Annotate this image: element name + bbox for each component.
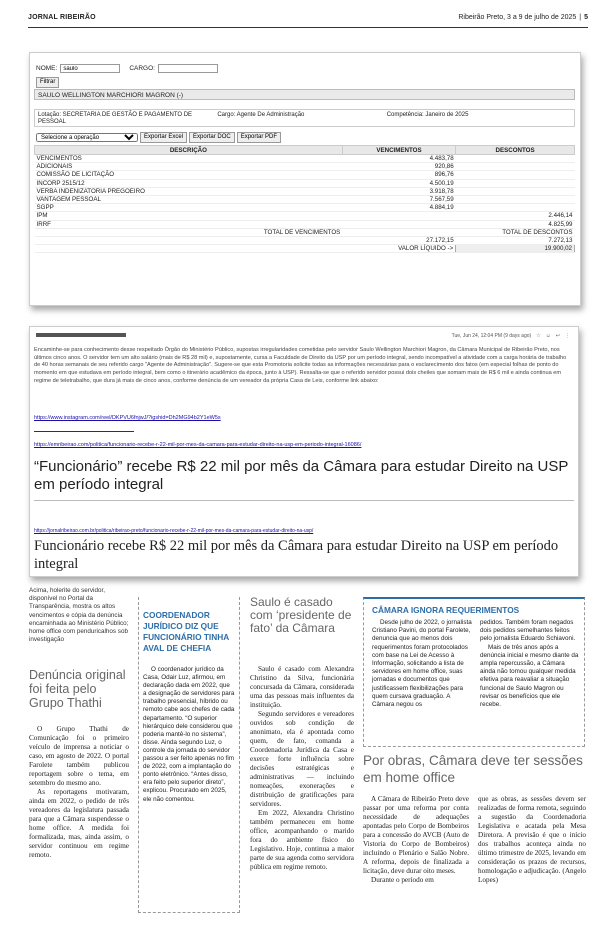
row-description: COMISSÃO DE LICITAÇÃO <box>35 171 343 179</box>
redacted-sender <box>36 333 126 337</box>
col-descricao: DESCRIÇÃO <box>35 146 343 155</box>
email-timestamp: Tue, Jun 24, 12:04 PM (9 days ago) <box>451 333 532 339</box>
camara-col2: pedidos. Também foram negados dois pedidos semelhantes feitos pelo jornalista Eduardo Schiavoni. Mais de três anos após a denúncia inicial e mesmo diante da ampla repercussão, a Câmara ainda não tomou qualquer medida efetiva para reavaliar a situação funcional de Saulo Magron ou revisar os benefícios que ele recebe. <box>480 619 579 709</box>
row-description: IRRF <box>35 220 343 228</box>
row-desconto <box>456 204 575 212</box>
denuncia-text: O Grupo Thathi de Comunicação foi o primeiro veículo de imprensa a noticiar o caso, em agosto de 2022. O portal Farolete também publicou reportagem sobre o tema, em setembro do mesmo ano. As reportagens motivaram, ainda em 2022, o pedido de três vereadores da legislatura passada para que a Câmara suspendesse o home office. A medida foi formalizada, mas, ainda assim, o servidor continuou em regime remoto. <box>29 725 129 859</box>
valor-liquido-value: 19.900,02 <box>456 245 575 253</box>
search-form <box>36 64 218 73</box>
table-row <box>35 195 575 203</box>
total-vencimentos-label: TOTAL DE VENCIMENTOS <box>35 228 343 236</box>
row-desconto <box>456 179 575 187</box>
row-vencimento: 7.567,59 <box>342 195 455 203</box>
saulo-text: Saulo é casado com Alexandra Christino da Silva, funcionária concursada da Câmara, considerada uma das pessoas mais influentes da instituição. Segundo servidores e vereadores ouvidos sob condição de anonimato, ela é apontada como quem, de fato, comanda a Coordenadoria Jurídica da Casa e exerce forte influência sobre decisões estratégicas e administrativas — incluindo nomeações, exonerações e distribuição de gratificações para servidores. Em 2022, Alexandra Christino também permaneceu em home office, acompanhando o marido fora do ambiente físico do Legislativo. Hoje, continua a maior parte de sua agenda como servidora pública em regime remoto. <box>250 665 354 871</box>
employee-name-bar[interactable]: SAULO WELLINGTON MARCHIORI MAGRON (-) <box>34 89 575 100</box>
row-vencimento: 4.483,78 <box>342 155 455 163</box>
divider <box>34 500 574 501</box>
obras-headline: Por obras, Câmara deve ter sessões em home office <box>363 753 583 785</box>
saulo-headline: Saulo é casado com ‘presidente de fato’ da Câmara <box>250 595 352 635</box>
table-row <box>35 179 575 187</box>
divider <box>34 431 134 432</box>
table-row <box>35 236 575 244</box>
more-icon[interactable]: ⋮ <box>565 333 570 339</box>
cargo: Cargo: Agente De Administração <box>217 112 305 118</box>
col-descontos: DESCONTOS <box>456 146 575 155</box>
table-row <box>35 171 575 179</box>
row-vencimento: 4.500,19 <box>342 179 455 187</box>
star-icon[interactable]: ☆ <box>536 333 541 339</box>
cargo-label: CARGO: <box>129 65 155 72</box>
coordenador-headline: COORDENADOR JURÍDICO DIZ QUE FUNCIONÁRIO TINHA AVAL DE CHEFIA <box>143 610 229 653</box>
table-row <box>35 245 575 253</box>
table-row <box>35 155 575 163</box>
cargo-input[interactable] <box>158 64 218 73</box>
newspaper-brand: JORNAL RIBEIRÃO <box>28 14 96 21</box>
row-vencimento <box>342 212 455 220</box>
coordenador-text: O coordenador jurídico da Casa, Odair Luz, afirmou, em declaração dada em 2022, que a designação de servidores para trabalho presencial, híbrido ou remoto cabe aos chefes de cada departamento. “O superior hierárquico dele considerou que poderia mantê-lo no sistema”, disse. Ainda segundo Luz, o controle da jornada do servidor passou a ser feito apenas no fim de 2022, com a implantação do ponto eletrônico. “Antes disso, era feito pelo superior direto”, explicou. Procurado em 2025, ele não comentou. <box>143 666 235 803</box>
blank <box>35 236 343 244</box>
camara-box <box>363 597 585 747</box>
filtrar-button[interactable]: Filtrar <box>36 77 59 88</box>
row-description: SGPP <box>35 204 343 212</box>
row-desconto: 4.825,99 <box>456 220 575 228</box>
row-vencimento <box>342 220 455 228</box>
email-screenshot <box>29 326 579 577</box>
camara-col1: Desde julho de 2022, o jornalista Cristiano Pavini, do portal Farolete, denuncia que ao menos dois requerimentos foram protocolados com base na Lei de Acesso à Informação, solicitando a lista de servidores em home office, suas jornadas e documentos que justificassem flexibilizações para quem cursava graduação. A Câmara negou os <box>372 619 472 709</box>
row-desconto <box>456 195 575 203</box>
row-desconto <box>456 187 575 195</box>
camara-headline: CÂMARA IGNORA REQUERIMENTOS <box>372 605 520 615</box>
coordenador-box <box>138 597 240 913</box>
total-descontos-value: 7.272,13 <box>456 236 575 244</box>
instagram-link[interactable]: https://www.instagram.com/reel/DKPVU6fnjwJ/?igshid=Dh2MG94b2Y1eW5s <box>34 415 221 421</box>
denuncia-headline: Denúncia original foi feita pelo Grupo Thathi <box>29 668 126 710</box>
row-desconto <box>456 163 575 171</box>
export-pdf-button[interactable]: Exportar PDF <box>237 132 281 143</box>
photo-caption: Acima, holerite do servidor, disponível no Portal da Transparência, mostra os altos vencimentos e cópia da denúncia encaminhada ao Ministério Público; home office com penduricalhos sob investigação <box>29 587 129 644</box>
issue-date: Ribeirão Preto, 3 a 9 de julho de 2025 <box>458 14 577 21</box>
row-vencimento: 896,76 <box>342 171 455 179</box>
lotacao: Lotação: SECRETARIA DE GESTÃO E PAGAMENTO DE PESSOAL <box>38 112 193 125</box>
headline-preview-2[interactable]: Funcionário recebe R$ 22 mil por mês da Câmara para estudar Direito na USP em período integral <box>34 538 559 572</box>
headline-preview-1[interactable]: “Funcionário” recebe R$ 22 mil por mês da Câmara para estudar Direito na USP em período integral <box>34 458 569 493</box>
employee-info <box>34 109 575 127</box>
export-excel-button[interactable]: Exportar Excel <box>140 132 187 143</box>
payslip-table <box>34 145 575 253</box>
emribeirao-link[interactable]: https://emribeirao.com/politica/funcionario-recebe-r-22-mil-por-mes-da-camara-para-estudar-direito-na-usp-em-periodo-integral-16086/ <box>34 442 362 448</box>
blank <box>35 245 343 253</box>
competencia: Competência: Janeiro de 2025 <box>386 112 469 118</box>
row-desconto <box>456 171 575 179</box>
row-vencimento: 920,86 <box>342 163 455 171</box>
nome-label: NOME: <box>36 65 58 72</box>
row-desconto: 2.446,14 <box>456 212 575 220</box>
blank <box>342 228 455 236</box>
obras-text-1: A Câmara de Ribeirão Preto deve passar por uma reforma por conta necessidade de adequações apontadas pelo Corpo de Bombeiros para a concessão do AVCB (Auto de Vistoria do Corpo de Bombeiros) incluindo o Plenário e Salão Nobre. A reforma, depois de finalizada a licitação, deve durar oito meses. Durante o período em <box>363 795 469 884</box>
email-body: Encaminhe-se para conhecimento desse respeitado Órgão do Ministério Público, supostas irregularidades cometidas pelo servidor Saulo Wellington Marchiori Magron, da Câmara Municipal de Ribeirão Preto, nos últimos cinco anos. O servidor tem um alto salário (mais de R$ 28 mil) e, supostamente, cursa a Faculdade de Direito da USP por um período integral, sendo incompatível a atividade com a carga horária de trabalho de 40 horas semanais de seu referido cargo "Agente de Administração". Sugere-se que esta Promotoria solicite todas as informações necessárias para o esclarecimento dos fatos (em especial folhas de ponto do momento em que estudava em período integral, bem como o itinerário acadêmico da época, junto à USP). Ressalta-se que o referido servidor possui dois cheiles que somam mais de R$ 6 mil e ainda continua em regime de teletrabalho, que dura já mais de cinco anos, conforme denúncia de um vereador da própria Casa de Leis, conforme link abaixo: <box>34 347 567 384</box>
page-number: 5 <box>584 14 588 21</box>
obras-text-2: que as obras, as sessões devem ser realizadas de forma remota, seguindo a sugestão da Coordenadoria Legislativa e acatada pela Mesa Diretora. A previsão é que o início dos trabalhos aconteça ainda no último trimestre de 2025, levando em consideração os prazos de recursos, homologação e adjudicação. (Angelo Lopes) <box>478 795 586 884</box>
valor-liquido-label: VALOR LÍQUIDO -> <box>342 245 455 253</box>
row-description: ADICIONAIS <box>35 163 343 171</box>
page-header: JORNAL RIBEIRÃO Ribeirão Preto, 3 a 9 de julho de 2025 | 5 <box>28 14 588 28</box>
row-description: VERBA INDENIZATORIA PREGOEIRO <box>35 187 343 195</box>
total-vencimentos-value: 27.172,15 <box>342 236 455 244</box>
export-doc-button[interactable]: Exportar DOC <box>189 132 235 143</box>
total-descontos-label: TOTAL DE DESCONTOS <box>456 228 575 236</box>
table-row <box>35 220 575 228</box>
jornal-link[interactable]: https://jornalribeirao.com.br/politica/ribeirao-preto/funcionario-recebe-r-22-mil-por-mes-da-camara-para-estudar-direito-na-usp/ <box>34 528 314 534</box>
row-vencimento: 3.918,78 <box>342 187 455 195</box>
row-description: IPM <box>35 212 343 220</box>
table-row <box>35 212 575 220</box>
reply-icon[interactable]: ↩ <box>555 333 560 339</box>
payslip-screenshot <box>29 52 581 306</box>
row-vencimento: 4.884,19 <box>342 204 455 212</box>
table-row <box>35 228 575 236</box>
table-row <box>35 204 575 212</box>
col-vencimentos: VENCIMENTOS <box>342 146 455 155</box>
row-description: VENCIMENTOS <box>35 155 343 163</box>
emoji-icon[interactable]: ☺ <box>545 333 551 339</box>
row-description: INCORP 2515/12 <box>35 179 343 187</box>
table-row <box>35 187 575 195</box>
export-toolbar <box>36 132 281 143</box>
email-header <box>36 331 570 341</box>
row-desconto <box>456 155 575 163</box>
operation-select[interactable] <box>36 133 138 142</box>
row-description: VANTAGEM PESSOAL <box>35 195 343 203</box>
nome-input[interactable] <box>60 64 120 73</box>
table-row <box>35 163 575 171</box>
